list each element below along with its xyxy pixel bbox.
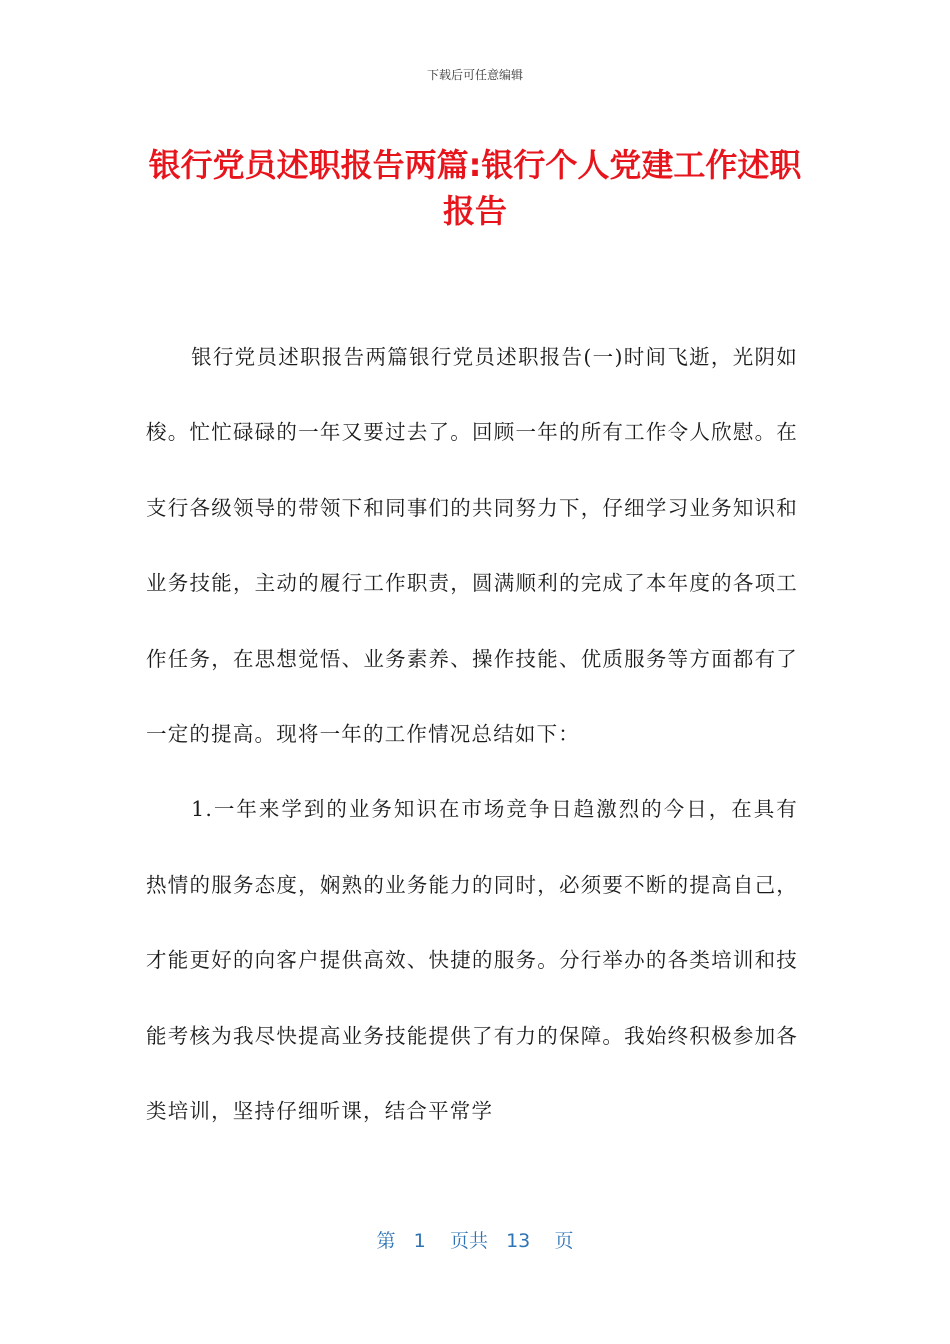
paragraph-1: 银行党员述职报告两篇银行党员述职报告(一)时间飞逝，光阴如梭。忙忙碌碌的一年又要过去了。回顾一年的所有工作令人欣慰。在支行各级领导的带领下和同事们的共同努力下，仔细学习业务知识和业务技能，主动的履行工作职责，圆满顺利的完成了本年度的各项工作任务，在思想觉悟、业务素养、操作技能、优质服务等方面都有了一定的提高。现将一年的工作情况总结如下： [146, 345, 798, 747]
page-label-prefix: 第 [376, 1230, 396, 1252]
header-note: 下载后可任意编辑 [426, 68, 523, 82]
document-title: 银行党员述职报告两篇:银行个人党建工作述职报告 [148, 146, 802, 230]
page-footer [0, 1226, 950, 1253]
paragraph-2: 1.一年来学到的业务知识在市场竞争日趋激烈的今日，在具有热情的服务态度，娴熟的业务能力的同时，必须要不断的提高自己，才能更好的向客户提供高效、快捷的服务。分行举办的各类培训和技能考核为我尽快提高业务技能提供了有力的保障。我始终积极参加各类培训，坚持仔细听课，结合平常学 [146, 797, 798, 1124]
total-pages-number: 13 [506, 1230, 531, 1252]
current-page-number: 1 [413, 1230, 426, 1252]
page-label-suffix: 页 [554, 1230, 574, 1252]
page-label-mid: 页共 [449, 1230, 488, 1252]
document-body [146, 320, 798, 1149]
